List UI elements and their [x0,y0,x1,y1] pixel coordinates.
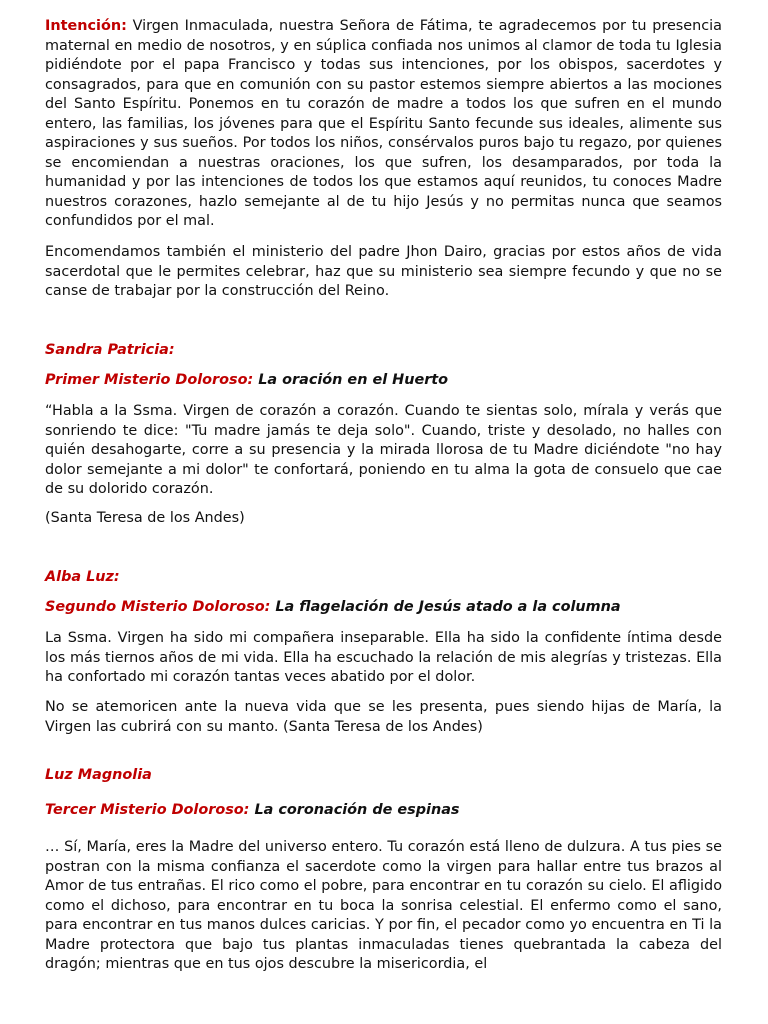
intention-paragraph [45,17,722,232]
mystery-title-1: La oración en el Huerto [253,372,449,388]
reader-name-1-text: Sandra Patricia: [45,342,175,358]
ministry-paragraph: Encomendamos también el ministerio del padre Jhon Dairo, gracias por estos años de vida sacerdotal que le permites celebrar, haz que su ministerio sea siempre fecundo y que no se canse de trabajar por la construcción del Reino. [45,244,722,299]
mystery-heading-3 [45,801,722,821]
mystery-3-paragraph-1: … Sí, María, eres la Madre del universo entero. Tu corazón está lleno de dulzura. A tus pies se postran con la misma confianza el sacerdote como la virgen para hallar entre tus brazos al Amor de tus entrañas. El rico como el pobre, para encontrar en tu corazón su cielo. El afligido como el dichoso, para encontrar en tu boca la sonrisa celestial. El enfermo como el sano, para encontrar en tus manos dulces caricias. Y por fin, el pecador como yo encuentra en Ti la Madre protectora que bajo tus plantas inmaculadas tienes quebrantada la cabeza del dragón; mientras que en tus ojos descubre la misericordia, el [45,839,722,972]
reader-name-2 [45,568,722,588]
mystery-2-paragraph-1: La Ssma. Virgen ha sido mi compañera inseparable. Ella ha sido la confidente íntima desde los más tiernos años de mi vida. Ella ha escuchado la relación de mis alegrías y tristezas. Ella ha confortado mi corazón tantas veces abatido por el dolor. [45,630,722,685]
mystery-label-3: Tercer Misterio Doloroso: [45,802,250,818]
mystery-label-1: Primer Misterio Doloroso: [45,372,254,388]
mystery-label-2: Segundo Misterio Doloroso: [45,599,271,615]
intention-label: Intención: [45,18,127,34]
intention-text: Virgen Inmaculada, nuestra Señora de Fátima, te agradecemos por tu presencia maternal en medio de nosotros, y en súplica confiada nos unimos al clamor de toda tu Iglesia pidiéndote por el papa Francisco y todas sus intenciones, por los obispos, sacerdotes y consagrados, para que en comunión con su pastor estemos siempre abiertos a las mociones del Santo Espíritu. Ponemos en tu corazón de madre a todos los que sufren en el mundo entero, las familias, los jóvenes para que el Espíritu Santo fecunde sus ideales, alimente sus aspiraciones y sus sueños. Por todos los niños, consérvalos puros bajo tu regazo, por quienes se encomiendan a nuestras oraciones, los que sufren, los desamparados, por toda la humanidad y por las intenciones de todos los que estamos aquí reunidos, tu conoces Madre nuestros corazones, hazlo semejante al de tu hijo Jesús y no permitas nunca que seamos confundidos por el mal. [45,18,722,229]
mystery-title-3: La coronación de espinas [249,802,460,818]
reader-name-2-text: Alba Luz: [45,569,120,585]
reader-name-3 [45,766,722,786]
mystery-1-paragraph-1: “Habla a la Ssma. Virgen de corazón a corazón. Cuando te sientas solo, mírala y verás que sonriendo te dice: "Tu madre jamás te deja solo". Cuando, triste y desolado, no halles con quién desahogarte, corre a su presencia y la mirada llorosa de tu Madre diciéndote "no hay dolor semejante a mi dolor" te confortará, poniendo en tu alma la gota de consuelo que cae de su dolorido corazón. [45,403,722,497]
mystery-2-paragraph-2: No se atemoricen ante la nueva vida que se les presenta, pues siendo hijas de María, la Virgen las cubrirá con su manto. (Santa Teresa de los Andes) [45,699,722,735]
reader-name-1 [45,341,722,361]
reader-name-3-text: Luz Magnolia [45,767,152,783]
mystery-heading-1 [45,371,722,391]
mystery-heading-2 [45,598,722,618]
mystery-title-2: La flagelación de Jesús atado a la columna [270,599,621,615]
mystery-1-citation: (Santa Teresa de los Andes) [45,510,245,526]
